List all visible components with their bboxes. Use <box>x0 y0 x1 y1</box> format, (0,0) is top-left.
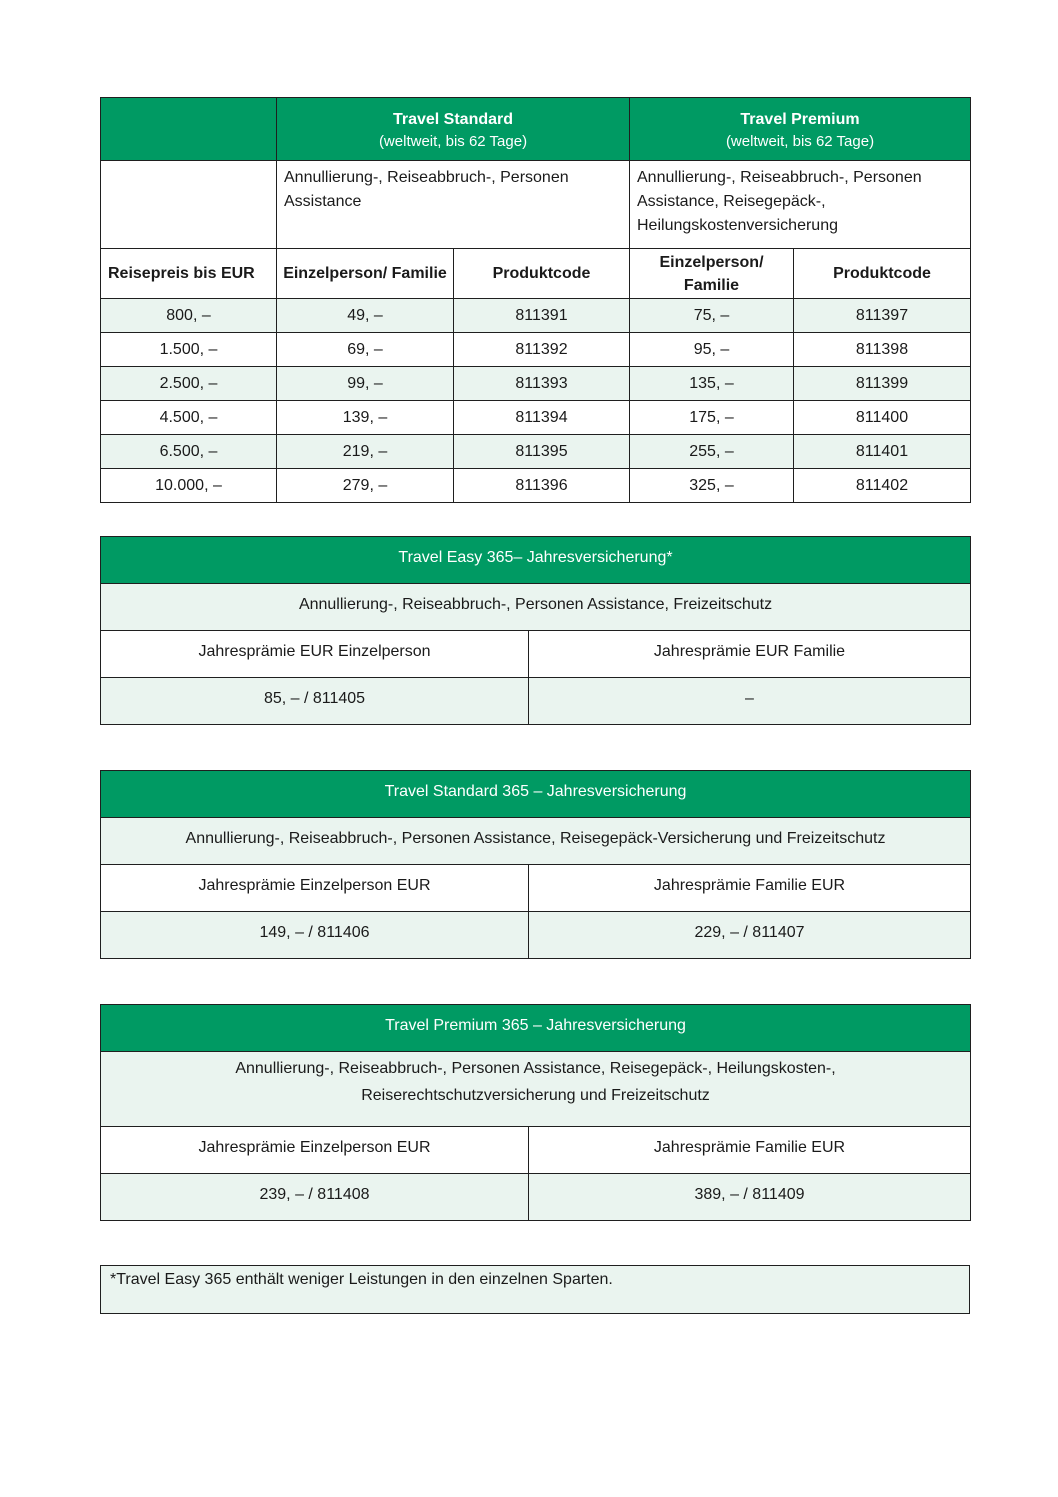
easy-365-table <box>100 536 971 725</box>
price-cell: 10.000, – <box>101 469 277 503</box>
travel-premium-title: Travel Premium <box>740 110 860 128</box>
premium-365-title: Travel Premium 365 – Jahresversicherung <box>385 1017 686 1034</box>
std-price-cell: 279, – <box>277 469 454 503</box>
standard-365-coverage-cell <box>101 818 971 865</box>
premium-coverage-cell <box>630 161 971 249</box>
prem-code-cell: 811398 <box>794 333 971 367</box>
travel-standard-subtitle: (weltweit, bis 62 Tage) <box>378 132 528 150</box>
single-trip-table <box>100 97 971 503</box>
prem-code-cell: 811397 <box>794 299 971 333</box>
easy-365-val-family: – <box>529 678 971 725</box>
prem-code-cell: 811402 <box>794 469 971 503</box>
premium-365-col-family: Jahresprämie Familie EUR <box>529 1127 971 1174</box>
standard-365-col-family: Jahresprämie Familie EUR <box>529 865 971 912</box>
table-row <box>101 367 971 401</box>
standard-coverage-cell <box>277 161 630 249</box>
header-empty-cell <box>101 98 277 161</box>
std-code-cell: 811392 <box>454 333 630 367</box>
col-header-std-person-family: Einzelperson/ Familie <box>277 249 454 299</box>
table-row <box>101 401 971 435</box>
easy-365-title: Travel Easy 365– Jahresversicherung* <box>398 549 673 566</box>
standard-coverage-text: Annullierung-, Reiseabbruch-, Personen Assistance <box>284 169 569 210</box>
std-code-cell: 811396 <box>454 469 630 503</box>
std-code-cell: 811395 <box>454 435 630 469</box>
standard-365-title-cell <box>101 771 971 818</box>
prem-code-cell: 811400 <box>794 401 971 435</box>
std-code-cell: 811394 <box>454 401 630 435</box>
travel-standard-header <box>277 98 630 161</box>
easy-365-col-family: Jahresprämie EUR Familie <box>529 631 971 678</box>
easy-365-coverage: Annullierung-, Reiseabbruch-, Personen Assistance, Freizeitschutz <box>298 596 773 613</box>
col-header-prem-person-family: Einzelperson/ Familie <box>630 249 794 299</box>
easy-365-coverage-cell <box>101 584 971 631</box>
table-row <box>101 435 971 469</box>
footnote-cell <box>101 1266 970 1314</box>
footnote-text: *Travel Easy 365 enthält weniger Leistungen in den einzelnen Sparten. <box>110 1271 613 1288</box>
premium-365-title-cell <box>101 1005 971 1052</box>
prem-price-cell: 95, – <box>630 333 794 367</box>
premium-365-val-single: 239, – / 811408 <box>101 1174 529 1221</box>
prem-price-cell: 75, – <box>630 299 794 333</box>
col-header-prem-product-code: Produktcode <box>794 249 971 299</box>
premium-365-table <box>100 1004 971 1221</box>
price-cell: 2.500, – <box>101 367 277 401</box>
price-cell: 1.500, – <box>101 333 277 367</box>
std-code-cell: 811393 <box>454 367 630 401</box>
footnote-box <box>100 1265 970 1314</box>
price-cell: 800, – <box>101 299 277 333</box>
easy-365-col-single: Jahresprämie EUR Einzelperson <box>101 631 529 678</box>
premium-365-coverage-line2: Reiserechtschutzversicherung und Freizeitschutz <box>361 1087 710 1104</box>
prem-price-cell: 325, – <box>630 469 794 503</box>
standard-365-col-single: Jahresprämie Einzelperson EUR <box>101 865 529 912</box>
premium-365-val-family: 389, – / 811409 <box>529 1174 971 1221</box>
desc-empty-cell <box>101 161 277 249</box>
std-price-cell: 219, – <box>277 435 454 469</box>
col-header-std-product-code: Produktcode <box>454 249 630 299</box>
prem-price-cell: 255, – <box>630 435 794 469</box>
travel-premium-header <box>630 98 971 161</box>
prem-price-cell: 175, – <box>630 401 794 435</box>
table-row <box>101 299 971 333</box>
travel-standard-title: Travel Standard <box>392 110 514 128</box>
easy-365-title-cell <box>101 537 971 584</box>
prem-price-cell: 135, – <box>630 367 794 401</box>
prem-code-cell: 811401 <box>794 435 971 469</box>
premium-365-col-single: Jahresprämie Einzelperson EUR <box>101 1127 529 1174</box>
standard-365-table <box>100 770 971 959</box>
std-price-cell: 49, – <box>277 299 454 333</box>
premium-365-coverage-line1: Annullierung-, Reiseabbruch-, Personen Assistance, Reisegepäck-, Heilungskosten-, <box>235 1060 836 1077</box>
std-code-cell: 811391 <box>454 299 630 333</box>
premium-coverage-text: Annullierung-, Reiseabbruch-, Personen Assistance, Reisegepäck-, Heilungskostenversicherung <box>637 169 922 234</box>
standard-365-title: Travel Standard 365 – Jahresversicherung <box>384 783 687 800</box>
prem-code-cell: 811399 <box>794 367 971 401</box>
std-price-cell: 99, – <box>277 367 454 401</box>
price-cell: 6.500, – <box>101 435 277 469</box>
std-price-cell: 139, – <box>277 401 454 435</box>
standard-365-coverage: Annullierung-, Reiseabbruch-, Personen Assistance, Reisegepäck-Versicherung und Freizeitschutz <box>185 830 886 847</box>
standard-365-val-single: 149, – / 811406 <box>101 912 529 959</box>
std-price-cell: 69, – <box>277 333 454 367</box>
table-row <box>101 469 971 503</box>
premium-365-coverage-cell <box>101 1052 971 1127</box>
price-cell: 4.500, – <box>101 401 277 435</box>
table-row <box>101 333 971 367</box>
easy-365-val-single: 85, – / 811405 <box>101 678 529 725</box>
col-header-price: Reisepreis bis EUR <box>101 249 277 299</box>
standard-365-val-family: 229, – / 811407 <box>529 912 971 959</box>
travel-premium-subtitle: (weltweit, bis 62 Tage) <box>725 132 875 150</box>
